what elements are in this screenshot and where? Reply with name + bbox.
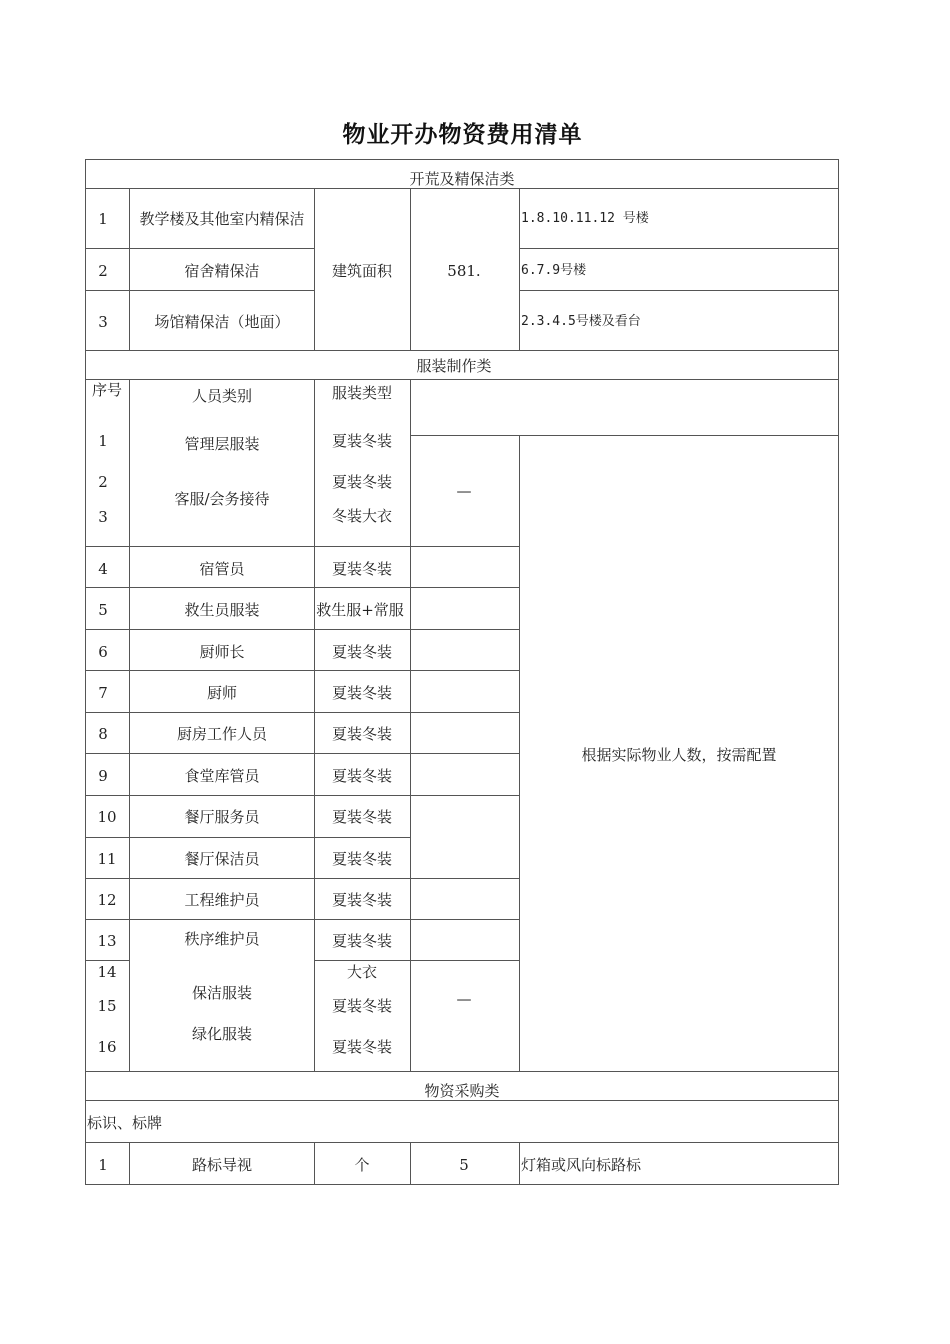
uniform-type: 夏装冬装: [331, 767, 393, 785]
item-name: 路标导视: [191, 1156, 253, 1174]
row-number: 12: [97, 891, 117, 909]
uniform-type: 冬装大衣: [331, 507, 393, 525]
item-name: 场馆精保洁（地面）: [154, 313, 290, 331]
row-number: 3: [98, 508, 108, 526]
uniform-type: 夏装冬装: [331, 891, 393, 909]
role-name: 秩序维护员: [184, 930, 260, 948]
row-number: 2: [98, 473, 108, 491]
uniform-type: 夏装冬装: [331, 850, 393, 868]
column-header-number: 序号: [91, 381, 123, 399]
role-name: 救生员服装: [184, 601, 260, 619]
column-header-type: 服装类型: [331, 384, 393, 402]
role-name: 厨师: [206, 684, 238, 702]
item-name: 教学楼及其他室内精保洁: [139, 210, 305, 228]
item-note: 6.7.9号楼: [521, 263, 587, 278]
item-quantity: 5: [459, 1156, 469, 1174]
uniform-type: 夏装冬装: [331, 684, 393, 702]
role-name: 宿管员: [199, 560, 245, 578]
item-note: 2.3.4.5号楼及看台: [521, 314, 641, 329]
row-number: 15: [97, 997, 117, 1015]
role-name: 厨房工作人员: [176, 725, 268, 743]
dash-placeholder: —: [456, 482, 472, 500]
role-name: 绿化服装: [191, 1025, 253, 1043]
section-header-procurement: 物资采购类: [424, 1082, 500, 1100]
row-number: 6: [98, 643, 108, 661]
uniform-type: 大衣: [346, 963, 378, 981]
role-name: 餐厅保洁员: [184, 850, 260, 868]
uniform-type: 夏装冬装: [331, 808, 393, 826]
row-number: 5: [98, 601, 108, 619]
unit-label: 建筑面积: [331, 262, 393, 280]
row-number: 2: [98, 262, 108, 280]
uniform-type: 夏装冬装: [331, 643, 393, 661]
row-number: 4: [98, 560, 108, 578]
role-name: 餐厅服务员: [184, 808, 260, 826]
row-number: 7: [98, 684, 108, 702]
uniform-type: 夏装冬装: [331, 432, 393, 450]
item-unit: 个: [354, 1156, 370, 1174]
row-number: 9: [98, 767, 108, 785]
item-name: 宿舍精保洁: [184, 262, 260, 280]
subsection-label: 标识、标牌: [87, 1114, 163, 1132]
row-number: 13: [97, 932, 117, 950]
section-header-uniforms: 服装制作类: [416, 357, 492, 375]
column-header-role: 人员类别: [191, 387, 253, 405]
quantity-value: 581.: [447, 262, 481, 280]
row-number: 11: [97, 850, 117, 868]
item-note: 灯箱或风向标路标: [521, 1156, 642, 1174]
configuration-note: 根据实际物业人数，按需配置: [581, 746, 777, 764]
uniform-type: 救生服+常服: [316, 601, 404, 619]
uniform-type: 夏装冬装: [331, 473, 393, 491]
role-name: 管理层服装: [184, 435, 260, 453]
role-name: 厨师长: [199, 643, 245, 661]
uniform-type: 夏装冬装: [331, 1038, 393, 1056]
row-number: 1: [98, 210, 108, 228]
row-number: 1: [98, 432, 108, 450]
row-number: 14: [97, 963, 117, 981]
row-number: 3: [98, 313, 108, 331]
page-title: 物业开办物资费用清单: [342, 122, 583, 148]
uniform-type: 夏装冬装: [331, 997, 393, 1015]
role-name: 工程维护员: [184, 891, 260, 909]
uniform-type: 夏装冬装: [331, 560, 393, 578]
role-name: 客服/会务接待: [174, 490, 270, 508]
uniform-type: 夏装冬装: [331, 725, 393, 743]
role-name: 保洁服装: [191, 984, 253, 1002]
dash-placeholder: —: [456, 990, 472, 1008]
item-note: 1.8.10.11.12 号楼: [521, 211, 649, 226]
row-number: 16: [97, 1038, 117, 1056]
uniform-type: 夏装冬装: [331, 932, 393, 950]
row-number: 8: [98, 725, 108, 743]
section-header-cleaning: 开荒及精保洁类: [409, 170, 515, 188]
row-number: 1: [98, 1156, 108, 1174]
role-name: 食堂库管员: [184, 767, 260, 785]
row-number: 10: [97, 808, 117, 826]
